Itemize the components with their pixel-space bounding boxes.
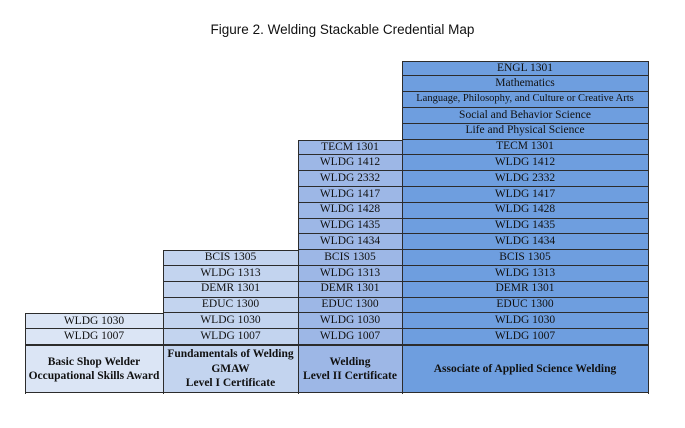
course-cell: TECM 1301 bbox=[298, 140, 402, 156]
course-cell: WLDG 1007 bbox=[298, 329, 402, 345]
credential-label bbox=[163, 345, 298, 393]
course-cell: WLDG 1007 bbox=[163, 329, 298, 345]
course-cell: DEMR 1301 bbox=[402, 282, 648, 298]
course-cell: WLDG 1030 bbox=[163, 313, 298, 329]
course-cell: Mathematics bbox=[402, 76, 648, 92]
course-cell: DEMR 1301 bbox=[298, 282, 402, 298]
course-cell: Life and Physical Science bbox=[402, 124, 648, 140]
course-cell: WLDG 1434 bbox=[402, 234, 648, 250]
column-border bbox=[25, 313, 26, 394]
course-cell: WLDG 2332 bbox=[298, 171, 402, 187]
course-cell: Social and Behavior Science bbox=[402, 108, 648, 124]
course-cell: BCIS 1305 bbox=[402, 250, 648, 266]
credential-label-line: Associate of Applied Science Welding bbox=[433, 362, 617, 375]
course-cell: WLDG 1313 bbox=[298, 266, 402, 282]
course-cell: WLDG 1412 bbox=[298, 155, 402, 171]
course-cell: WLDG 1435 bbox=[298, 219, 402, 235]
credential-label-line: Occupational Skills Award bbox=[28, 370, 160, 382]
credential-label-line: Level I Certificate bbox=[185, 377, 276, 390]
course-cell: WLDG 1030 bbox=[402, 313, 648, 329]
course-cell: WLDG 1412 bbox=[402, 155, 648, 171]
course-cell: WLDG 1007 bbox=[25, 329, 163, 345]
column-border bbox=[163, 250, 164, 394]
credential-label-line: Level II Certificate bbox=[303, 370, 397, 382]
course-cell: WLDG 2332 bbox=[402, 171, 648, 187]
figure-title: Figure 2. Welding Stackable Credential Map bbox=[210, 22, 475, 37]
course-cell: WLDG 1434 bbox=[298, 234, 402, 250]
course-cell: TECM 1301 bbox=[402, 140, 648, 156]
course-cell: WLDG 1428 bbox=[298, 203, 402, 219]
course-cell: BCIS 1305 bbox=[163, 250, 298, 266]
course-cell: WLDG 1435 bbox=[402, 219, 648, 235]
table-right-border bbox=[648, 61, 649, 394]
course-cell: Language, Philosophy, and Culture or Creative Arts bbox=[402, 92, 648, 108]
course-cell: WLDG 1417 bbox=[402, 187, 648, 203]
credential-label bbox=[298, 345, 402, 393]
course-cell: DEMR 1301 bbox=[163, 282, 298, 298]
course-cell: WLDG 1313 bbox=[163, 266, 298, 282]
course-cell: ENGL 1301 bbox=[402, 61, 648, 77]
course-cell: WLDG 1313 bbox=[402, 266, 648, 282]
course-cell: WLDG 1030 bbox=[298, 313, 402, 329]
credential-label-line: Welding bbox=[329, 355, 371, 368]
column-border bbox=[402, 61, 403, 394]
credential-label bbox=[25, 345, 163, 393]
credential-label bbox=[402, 345, 648, 393]
course-cell: EDUC 1300 bbox=[298, 298, 402, 314]
credential-label-line: Basic Shop Welder bbox=[47, 355, 141, 368]
course-cell: WLDG 1030 bbox=[25, 313, 163, 329]
course-cell: WLDG 1417 bbox=[298, 187, 402, 203]
course-cell: EDUC 1300 bbox=[163, 298, 298, 314]
course-cell: EDUC 1300 bbox=[402, 298, 648, 314]
course-cell: WLDG 1428 bbox=[402, 203, 648, 219]
course-cell: BCIS 1305 bbox=[298, 250, 402, 266]
credential-label-line: GMAW bbox=[211, 362, 250, 375]
column-border bbox=[298, 140, 299, 394]
course-cell: WLDG 1007 bbox=[402, 329, 648, 345]
credential-label-line: Fundamentals of Welding bbox=[167, 348, 294, 361]
